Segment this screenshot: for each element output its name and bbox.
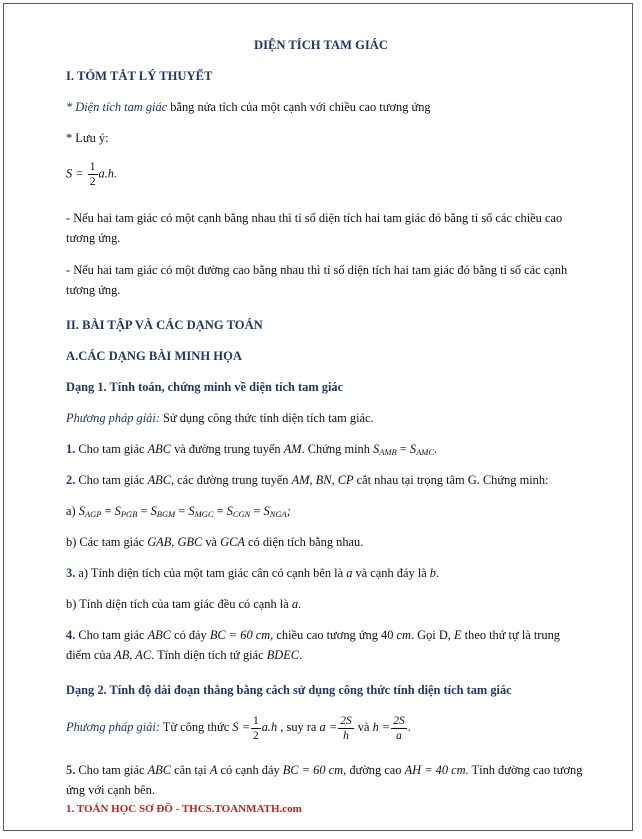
area-subscript: BGM: [156, 509, 176, 519]
problem-3a: 3. a) Tính diện tích của một tam giác cân có cạnh bên là a và cạnh đáy là b.: [66, 566, 440, 580]
area-subscript: AGP: [84, 509, 102, 519]
type-2-method: Phương pháp giải: Từ công thức S = $\frac{1}{2}$ a.h , suy ra a = $\frac{2S}{h}$ và h = $\frac{2S}{a}$ .: [66, 714, 411, 742]
note-1: - Nếu hai tam giác có một cạnh bằng nhau thì tỉ số diện tích hai tam giác đó bằng tỉ số các chiều cao tương ứng.: [66, 211, 563, 245]
equal-areas-expression: [79, 504, 287, 518]
formula-rhs: a.h.: [98, 166, 118, 181]
area-symbol: S: [78, 504, 85, 518]
area-subscript: NGA: [269, 509, 287, 519]
section-1-heading: I. TÓM TẮT LÝ THUYẾT: [66, 69, 213, 83]
area-symbol: S: [188, 504, 195, 518]
section-2-subheading: A.CÁC DẠNG BÀI MINH HỌA: [66, 349, 242, 363]
equals-sign: =: [213, 504, 227, 518]
fraction-2s-over-h: $\frac{2S}{h}$: [340, 714, 352, 742]
problem-5: 5. Cho tam giác ABC cân tại A có cạnh đáy BC = 60 cm, đường cao AH = 40 cm. Tính đường cao tương ứng với cạnh bên.: [66, 763, 583, 797]
area-symbol: S: [114, 504, 121, 518]
area-subscript: MGC: [194, 509, 214, 519]
problem-2b: b) Các tam giác GAB, GBC và GCA có diện tích bằng nhau.: [66, 535, 364, 549]
formula-lhs: S =: [66, 166, 84, 181]
problem-2a: a) $S_{AGP} = S_{PGB} = S_{BGM} = S_{MGC} = S_{CGN} = S_{NGA}$;: [66, 504, 291, 519]
equals-sign: =: [101, 504, 115, 518]
type-2-heading: Dạng 2. Tính độ dài đoạn thẳng bằng cách sử dụng công thức tính diện tích tam giác: [66, 683, 512, 697]
formula-fraction: $\frac{1}{2}$: [89, 161, 96, 188]
fraction-one-half: $\frac{1}{2}$: [252, 714, 259, 742]
area-symbol: S: [150, 504, 157, 518]
area-symbol: S: [226, 504, 233, 518]
equals-sign: =: [250, 504, 264, 518]
equals-sign: =: [175, 504, 189, 518]
definition-prefix: * Diện tích tam giác: [66, 100, 168, 114]
definition-rest: bằng nửa tích của một cạnh với chiều cao tương ứng: [167, 100, 431, 114]
document-title: DIỆN TÍCH TAM GIÁC: [253, 38, 388, 52]
definition-line: [66, 97, 586, 117]
area-subscript: PGB: [120, 509, 138, 519]
page-footer: 1. TOÁN HỌC SƠ ĐỒ - THCS.TOANMATH.com: [66, 803, 302, 815]
fraction-2s-over-a: $\frac{2S}{a}$: [393, 714, 405, 742]
problem-1: 1. Cho tam giác ABC và đường trung tuyến AM. Chứng minh $S_{AMB} = S_{AMC}$.: [66, 442, 438, 457]
note-2: - Nếu hai tam giác có một đường cao bằng nhau thì tỉ số diện tích hai tam giác đó bằng tỉ số các cạnh tương ứng.: [66, 263, 568, 297]
area-formula: [66, 160, 586, 189]
problem-4: 4. Cho tam giác ABC có đáy BC = 60 cm, chiều cao tương ứng 40 cm. Gọi D, E theo thứ tự là trung điểm của AB, AC. Tính diện tích tứ giác BDEC.: [66, 628, 561, 662]
type-1-heading: Dạng 1. Tính toán, chứng minh về diện tích tam giác: [66, 380, 344, 394]
section-2-heading: II. BÀI TẬP VÀ CÁC DẠNG TOÁN: [66, 318, 263, 332]
note-label: * Lưu ý:: [66, 131, 109, 145]
equals-sign: =: [137, 504, 151, 518]
area-symbol: S: [263, 504, 270, 518]
type-1-method: Phương pháp giải: Sử dụng công thức tính diện tích tam giác.: [66, 411, 374, 425]
area-subscript: CGN: [232, 509, 251, 519]
problem-2: 2. Cho tam giác ABC, các đường trung tuyến AM, BN, CP cắt nhau tại trọng tâm G. Chứng minh:: [66, 473, 549, 487]
problem-3b: b) Tính diện tích của tam giác đều có cạnh là a.: [66, 597, 302, 611]
